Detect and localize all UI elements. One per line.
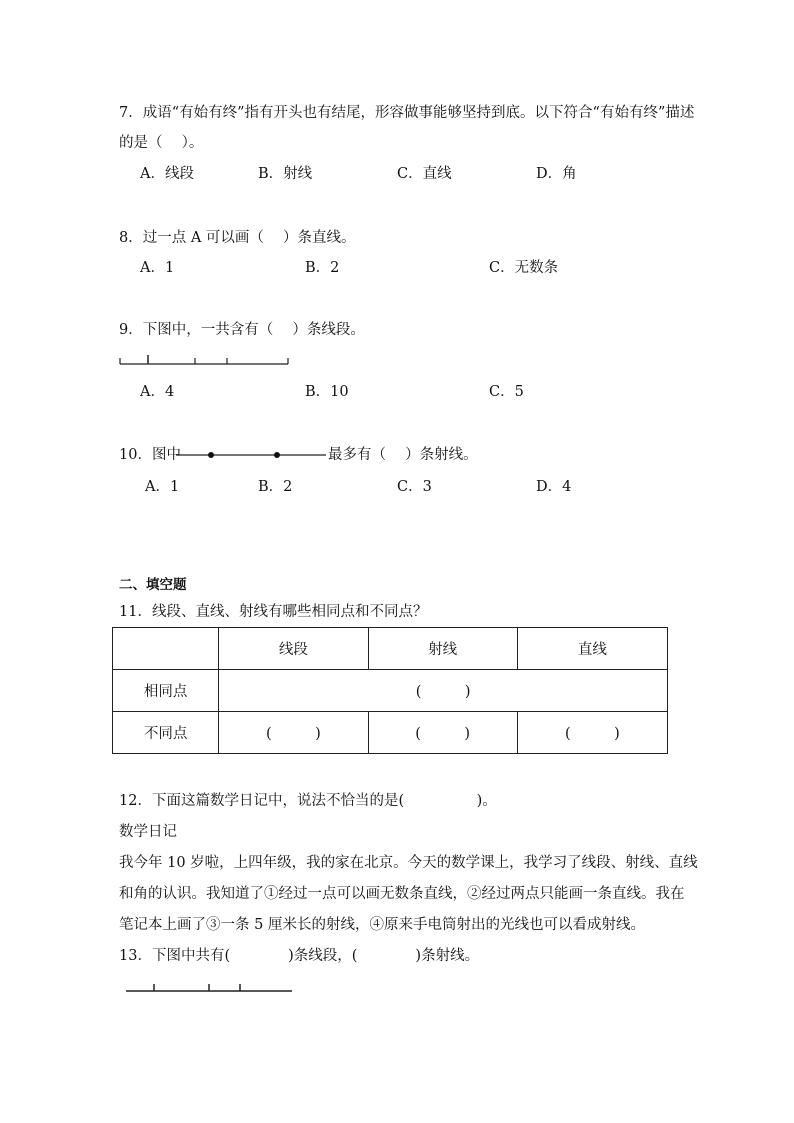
diary-title: 数学日记 (119, 824, 177, 840)
answer-blank-ray[interactable]: ( ) (368, 712, 517, 754)
q10-suffix: 最多有（ ）条射线。 (328, 447, 478, 463)
q10-option-a[interactable]: A．1 (145, 479, 180, 495)
q9-option-b[interactable]: B．10 (305, 384, 349, 400)
q9-segment-figure (118, 352, 293, 368)
q9-text: 9．下图中，一共含有（ ）条线段。 (119, 322, 365, 338)
q10-option-c[interactable]: C．3 (397, 479, 432, 495)
q8-option-c[interactable]: C．无数条 (489, 260, 559, 276)
answer-blank-line[interactable]: ( ) (517, 712, 667, 754)
q7-option-d[interactable]: D．角 (536, 166, 577, 182)
section-title: 二、填空题 (119, 577, 187, 593)
q7-line1: 7．成语“有始有终”指有开头也有结尾，形容做事能够坚持到底。以下符合“有始有终”描述 (119, 105, 695, 121)
table-row (113, 712, 668, 754)
q13-segment-figure (124, 982, 296, 996)
answer-blank-same[interactable]: ( ) (219, 670, 668, 712)
table-header-segment: 线段 (219, 628, 368, 670)
q8-text: 8．过一点 A 可以画（ ）条直线。 (119, 230, 356, 246)
q9-option-c[interactable]: C．5 (489, 384, 524, 400)
q7-option-b[interactable]: B．射线 (258, 166, 313, 182)
table-header-ray: 射线 (368, 628, 517, 670)
table-header-row (113, 628, 668, 670)
row-label-same: 相同点 (113, 670, 219, 712)
answer-blank-segment[interactable]: ( ) (219, 712, 368, 754)
q8-option-b[interactable]: B．2 (305, 260, 340, 276)
diary-line-2: 和角的认识。我知道了①经过一点可以画无数条直线，②经过两点只能画一条直线。我在 (119, 886, 685, 902)
table-header-empty (113, 628, 219, 670)
table-row (113, 670, 668, 712)
comparison-table (112, 627, 668, 754)
q7-option-c[interactable]: C．直线 (397, 166, 452, 182)
q12-text: 12．下面这篇数学日记中，说法不恰当的是( )。 (119, 793, 497, 809)
table-header-line: 直线 (517, 628, 667, 670)
q13-text: 13．下图中共有( )条线段，( )条射线。 (119, 948, 480, 964)
q8-option-a[interactable]: A．1 (140, 260, 175, 276)
q11-text: 11．线段、直线、射线有哪些相同点和不同点？ (119, 604, 428, 620)
q10-option-b[interactable]: B．2 (258, 479, 293, 495)
diary-line-3: 笔记本上画了③一条 5 厘米长的射线，④原来手电筒射出的光线也可以看成射线。 (119, 917, 645, 933)
q10-prefix: 10．图中 (119, 447, 181, 463)
row-label-diff: 不同点 (113, 712, 219, 754)
q9-option-a[interactable]: A．4 (140, 384, 175, 400)
q10-option-d[interactable]: D．4 (536, 479, 572, 495)
diary-line-1: 我今年 10 岁啦，上四年级，我的家在北京。今天的数学课上，我学习了线段、射线、直线 (119, 855, 698, 871)
q10-line-figure (176, 447, 328, 463)
q7-line2: 的是（ ）。 (119, 135, 204, 151)
q7-option-a[interactable]: A．线段 (140, 166, 194, 182)
